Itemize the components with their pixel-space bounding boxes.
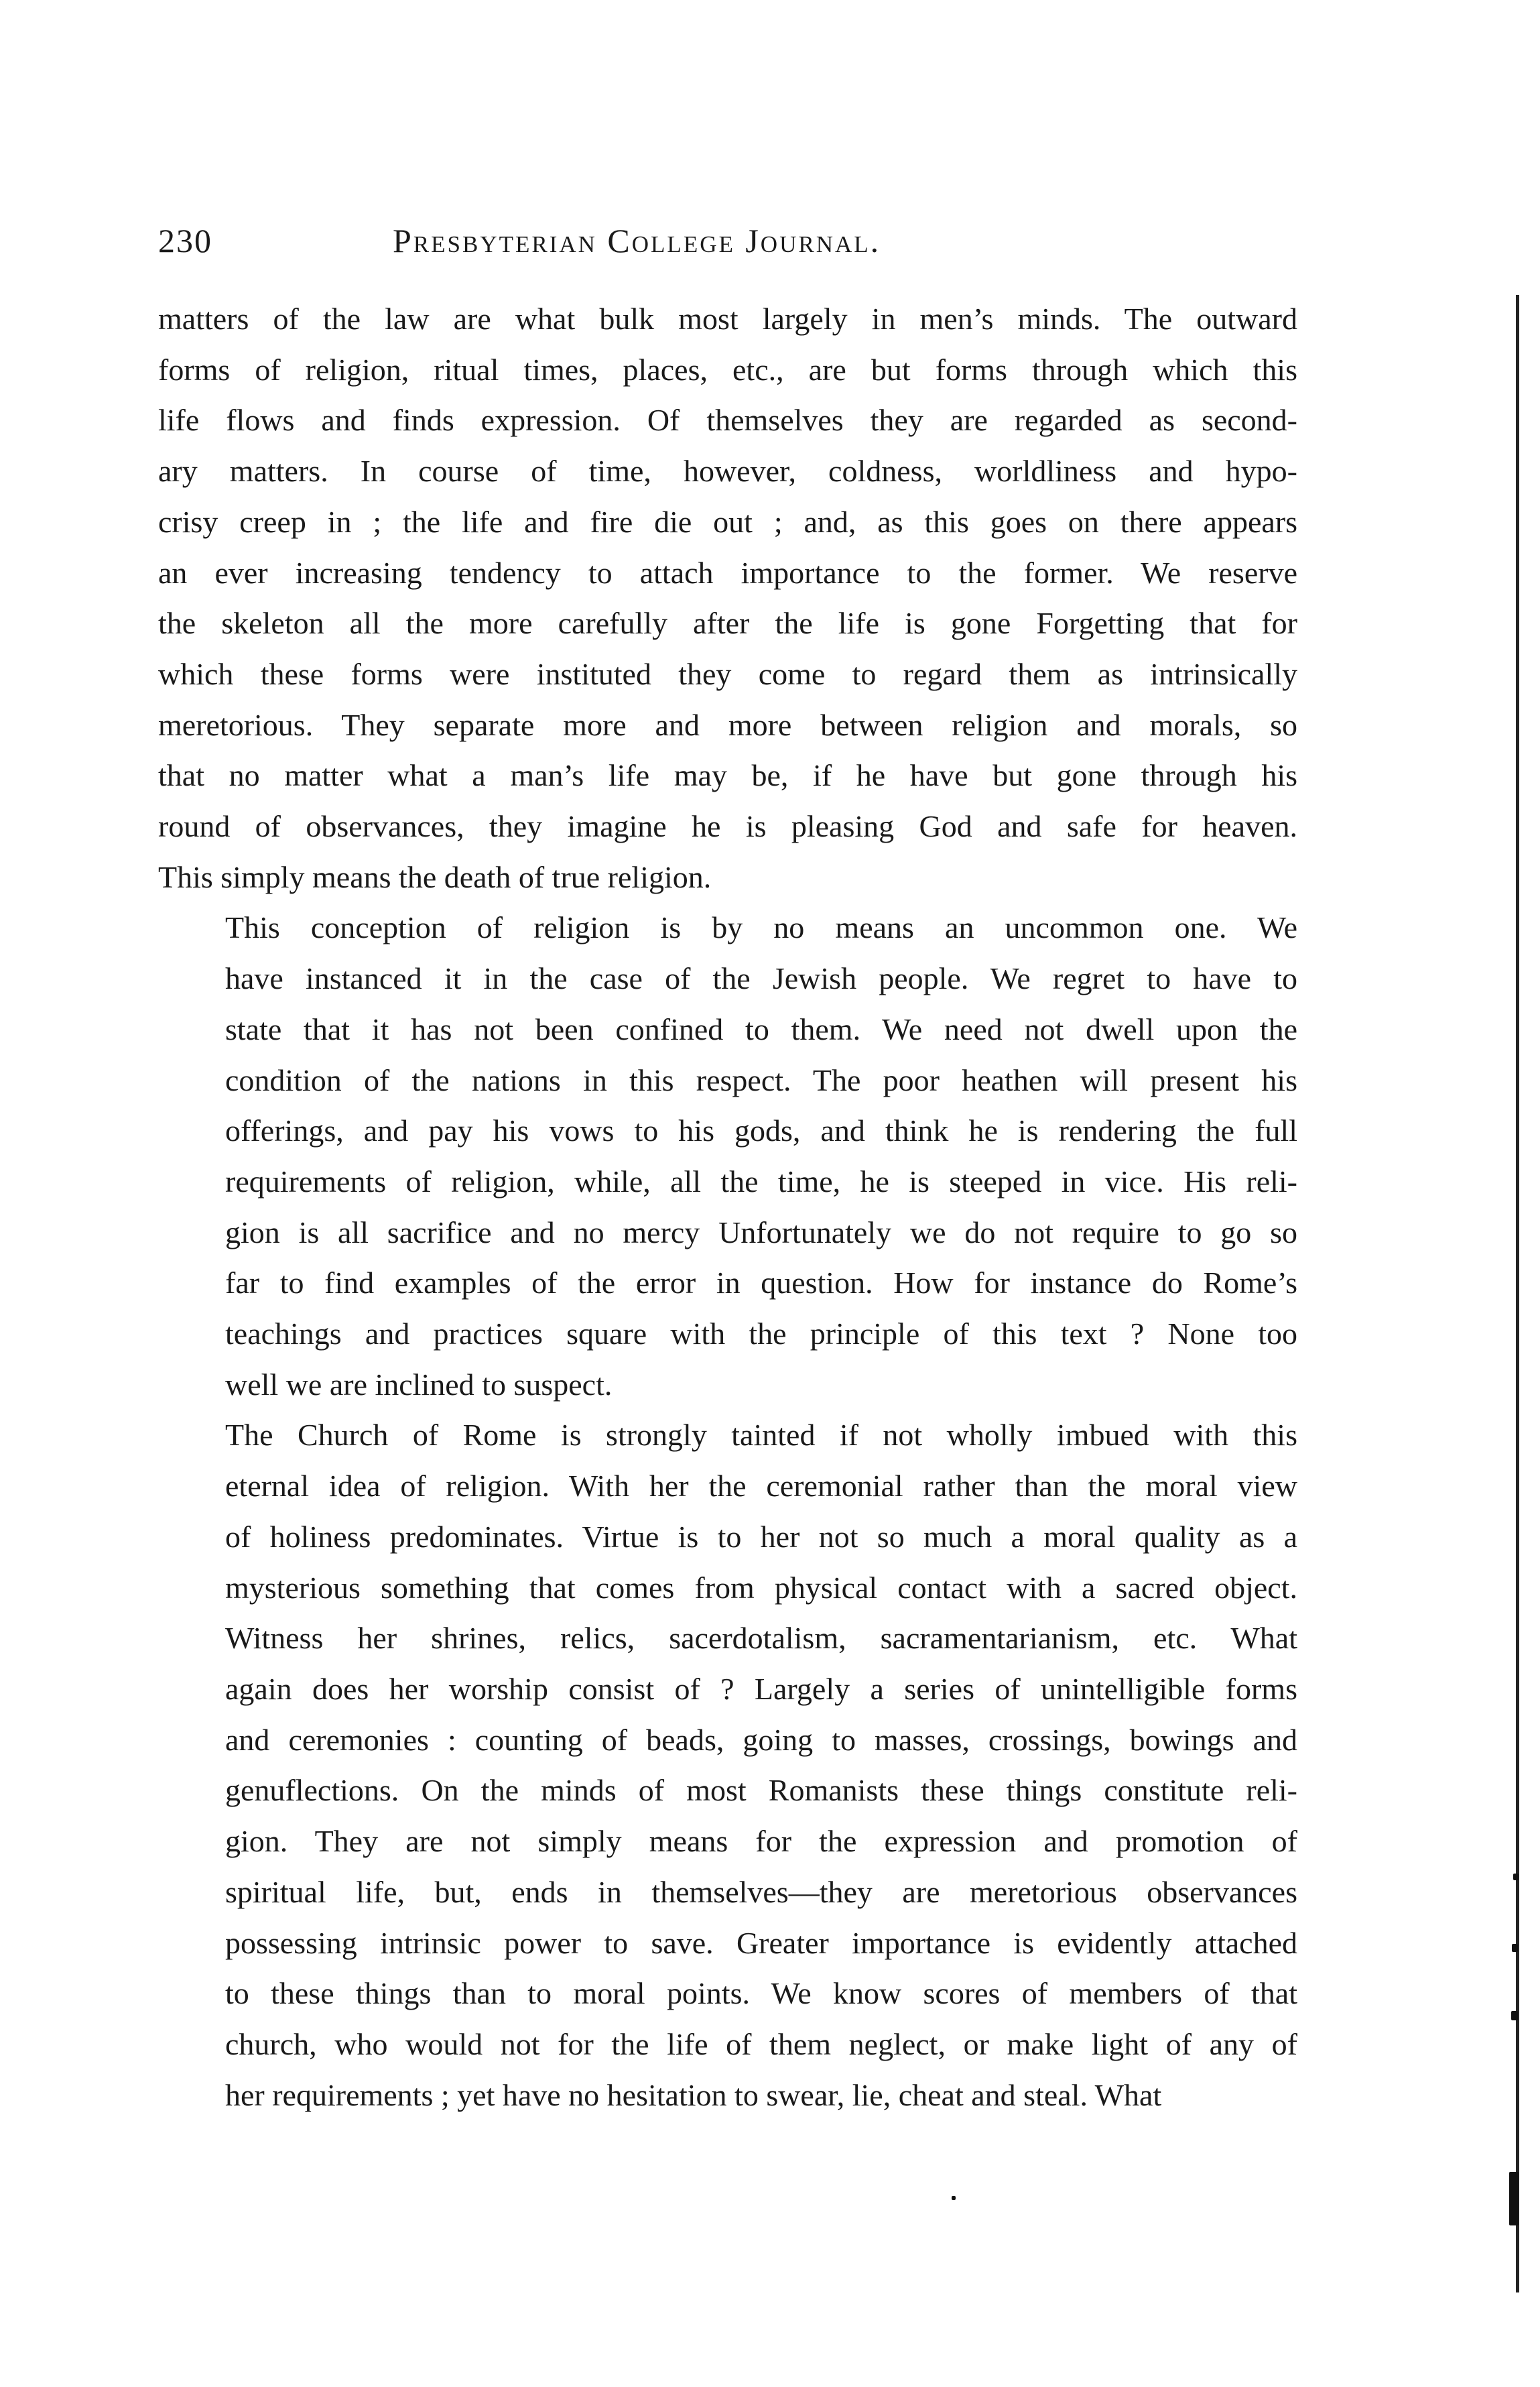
text-line: This conception of religion is by no means an uncommon one. We — [225, 910, 1297, 945]
text-line: and ceremonies : counting of beads, going to masses, crossings, bowings and — [225, 1722, 1297, 1757]
scan-speck — [952, 2196, 956, 2200]
text-line: matters of the law are what bulk most largely in men’s minds. The outward — [158, 302, 1297, 336]
text-line: gion is all sacrifice and no mercy Unfortunately we do not require to go so — [225, 1215, 1297, 1249]
text-line: round of observances, they imagine he is pleasing God and safe for heaven. — [158, 809, 1297, 844]
text-line: gion. They are not simply means for the expression and promotion of — [225, 1824, 1297, 1859]
text-line: well we are inclined to suspect. — [225, 1367, 613, 1402]
text-line: state that it has not been confined to them. We need not dwell upon the — [225, 1012, 1297, 1046]
text-line: meretorious. They separate more and more between religion and morals, so — [158, 707, 1297, 742]
text-line: far to find examples of the error in question. How for instance do Rome’s — [225, 1266, 1297, 1300]
running-head — [158, 221, 1297, 275]
text-line: This simply means the death of true religion. — [158, 859, 712, 894]
paragraph — [158, 294, 1297, 902]
text-line: which these forms were instituted they come to regard them as intrinsically — [158, 656, 1297, 691]
text-line: offerings, and pay his vows to his gods, and think he is rendering the full — [225, 1113, 1297, 1148]
text-line: of holiness predominates. Virtue is to her not so much a moral quality as a — [225, 1519, 1297, 1554]
body-text — [158, 294, 1297, 2120]
text-line: The Church of Rome is strongly tainted if not wholly imbued with this — [225, 1418, 1297, 1453]
text-line: the skeleton all the more carefully after the life is gone Forgetting that for — [158, 606, 1297, 641]
text-line: mysterious something that comes from physical contact with a sacred object. — [225, 1570, 1297, 1605]
text-line: eternal idea of religion. With her the ceremonial rather than the moral view — [225, 1469, 1297, 1504]
text-line: her requirements ; yet have no hesitation to swear, lie, cheat and steal. What — [225, 2077, 1162, 2112]
text-line: crisy creep in ; the life and fire die out ; and, as this goes on there appears — [158, 504, 1297, 539]
text-line: have instanced it in the case of the Jewish people. We regret to have to — [225, 961, 1297, 996]
scan-speck — [1511, 2011, 1518, 2020]
text-line: ary matters. In course of time, however, coldness, worldliness and hypo- — [158, 454, 1297, 489]
scan-speck — [1512, 1944, 1518, 1952]
scan-edge-line — [1516, 295, 1519, 2292]
text-line: genuflections. On the minds of most Romanists these things constitute reli- — [225, 1773, 1297, 1808]
journal-title: Presbyterian College Journal. — [393, 222, 881, 259]
text-line: to these things than to moral points. We know scores of members of that — [225, 1976, 1297, 2011]
scan-speck — [1513, 1874, 1519, 1880]
text-line: forms of religion, ritual times, places, etc., are but forms through which this — [158, 352, 1297, 387]
text-line: church, who would not for the life of them neglect, or make light of any of — [225, 2026, 1297, 2061]
text-line: teachings and practices square with the principle of this text ? None too — [225, 1317, 1297, 1351]
scan-speck — [1509, 2172, 1519, 2225]
paragraph — [158, 1410, 1297, 2120]
page-number: 230 — [158, 222, 212, 259]
journal-page — [158, 221, 1297, 2120]
text-line: that no matter what a man’s life may be, if he have but gone through his — [158, 758, 1297, 793]
text-line: requirements of religion, while, all the time, he is steeped in vice. His reli- — [225, 1164, 1297, 1199]
text-line: life flows and finds expression. Of themselves they are regarded as second- — [158, 403, 1297, 438]
text-line: an ever increasing tendency to attach importance to the former. We reserve — [158, 555, 1297, 590]
text-line: Witness her shrines, relics, sacerdotalism, sacramentarianism, etc. What — [225, 1621, 1297, 1656]
text-line: possessing intrinsic power to save. Greater importance is evidently attached — [225, 1925, 1297, 1960]
text-line: spiritual life, but, ends in themselves—they are meretorious observances — [225, 1874, 1297, 1909]
text-line: condition of the nations in this respect. The poor heathen will present his — [225, 1062, 1297, 1097]
paragraph — [158, 902, 1297, 1410]
text-line: again does her worship consist of ? Largely a series of unintelligible forms — [225, 1671, 1297, 1706]
